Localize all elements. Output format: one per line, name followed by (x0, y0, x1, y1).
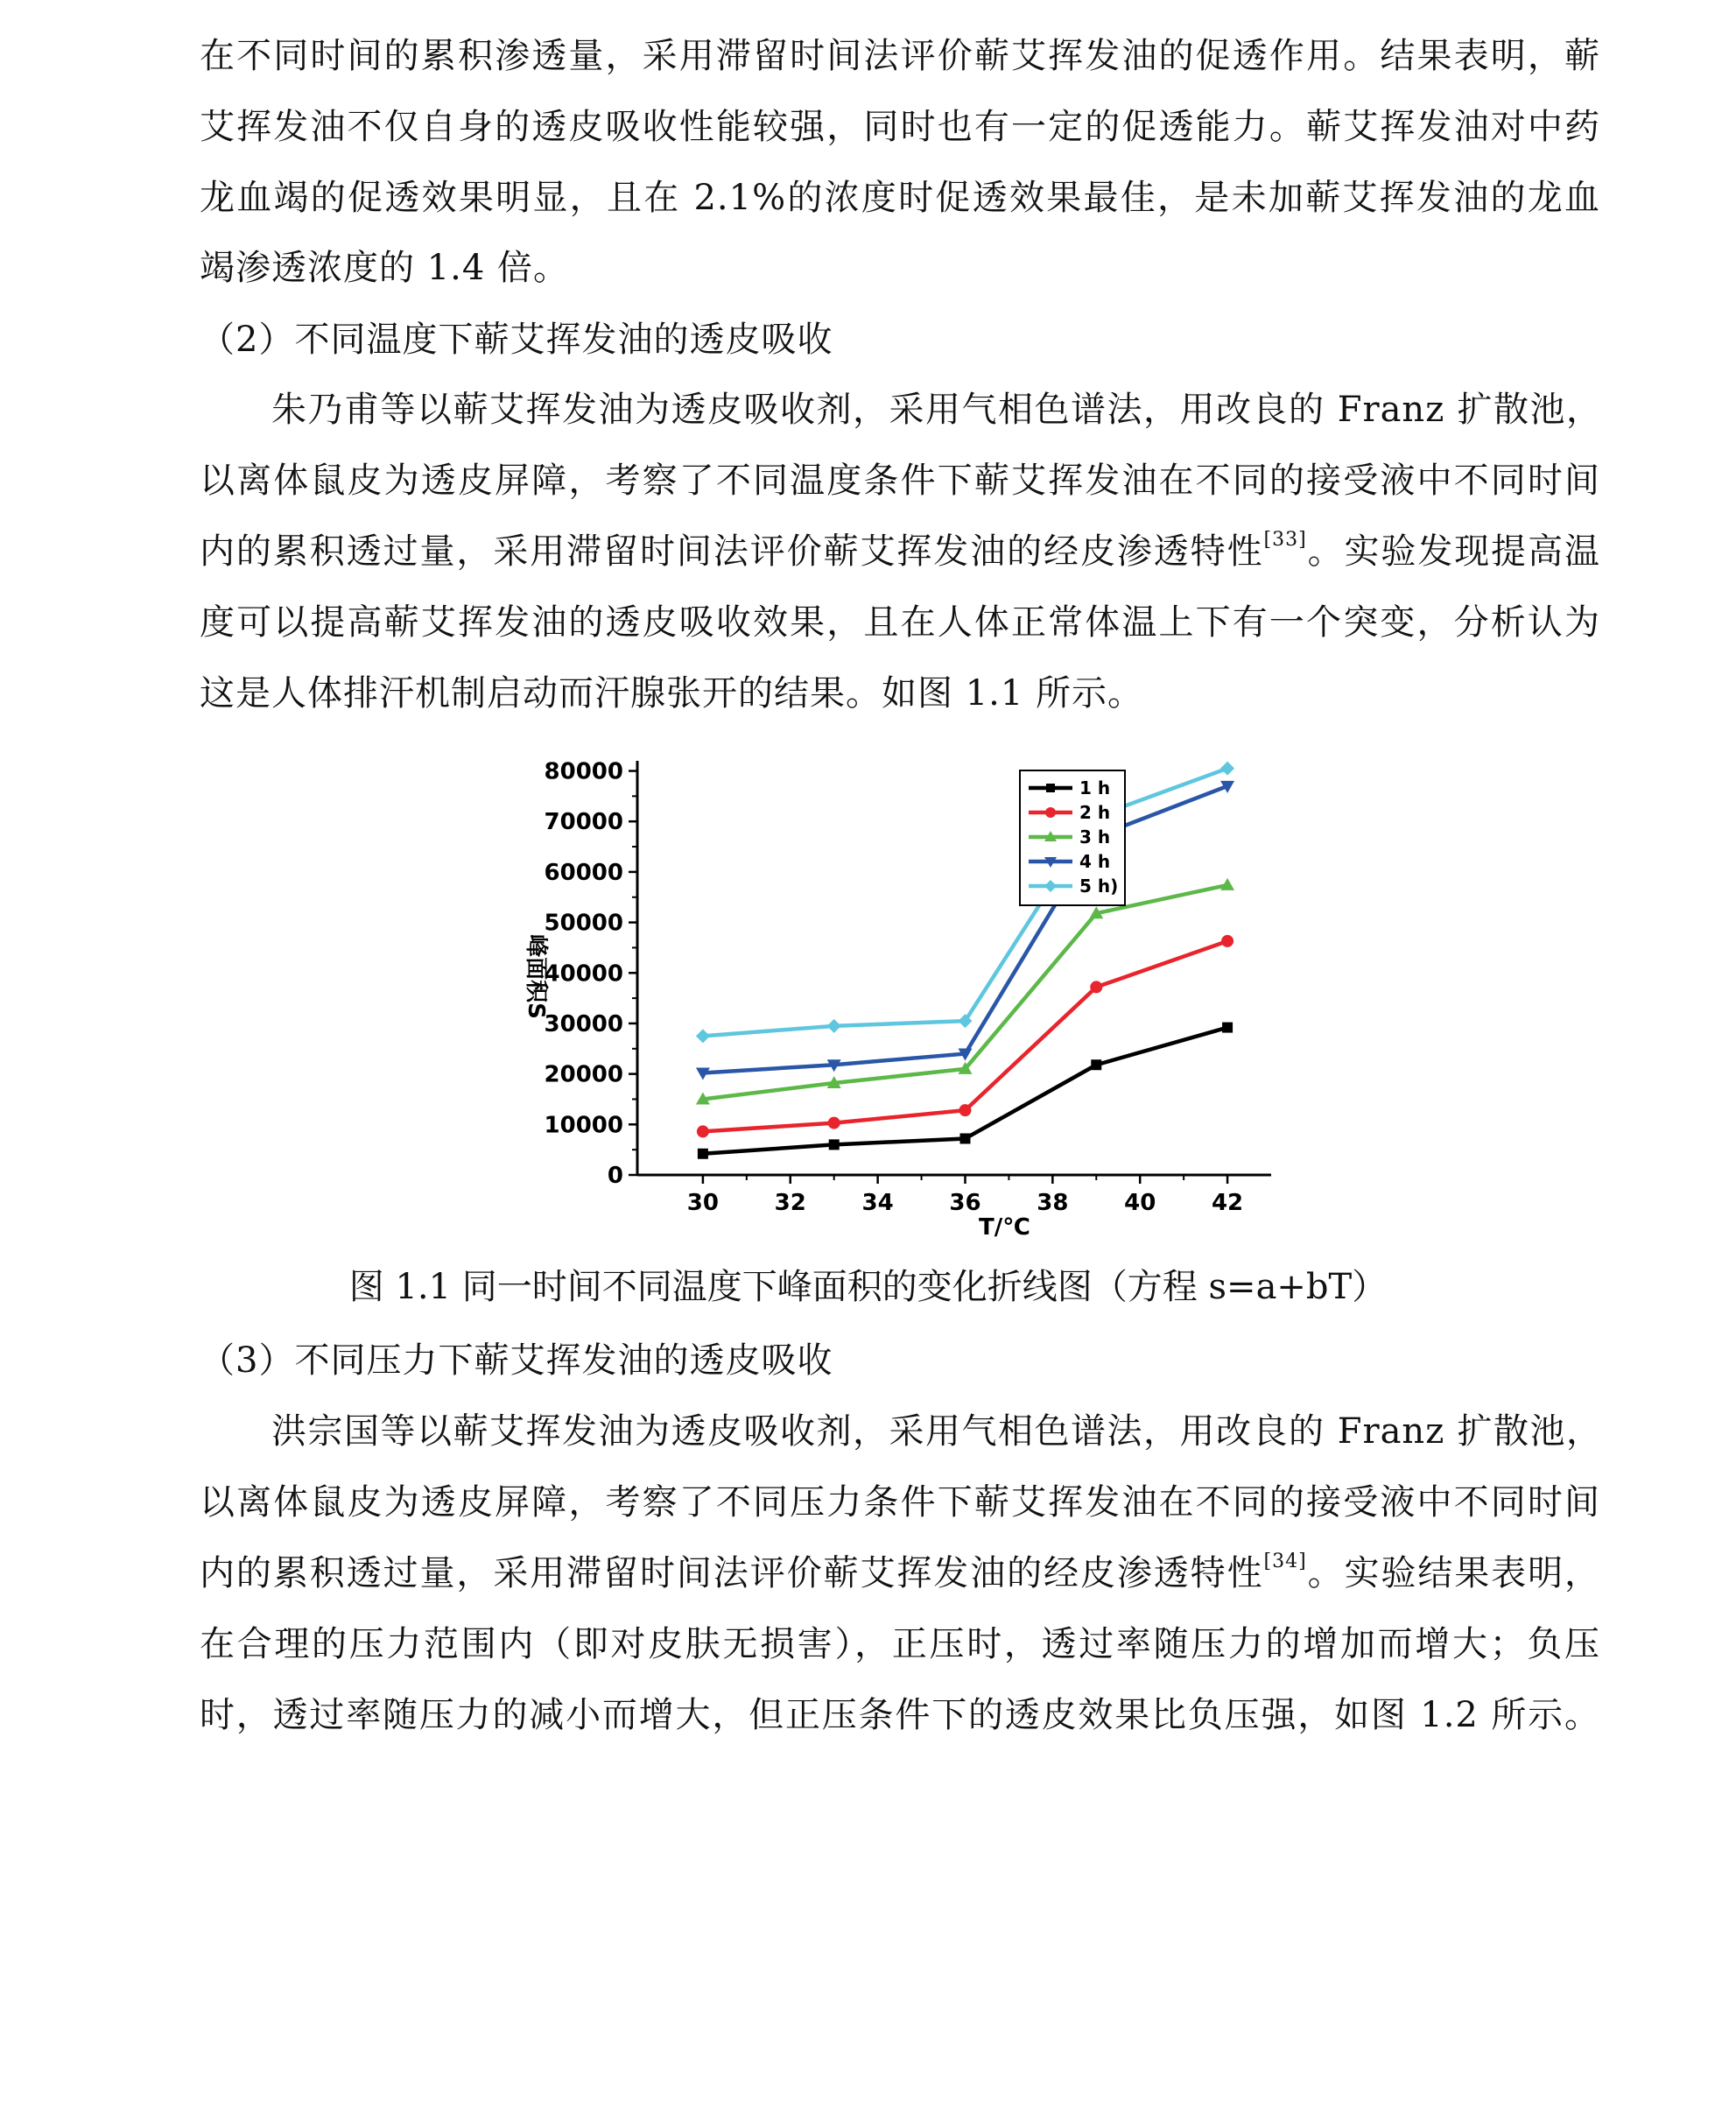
data-point (829, 1139, 840, 1150)
paragraph2-line-with-citation (200, 525, 1600, 578)
paragraph1-line: 龙血竭的促透效果明显，且在 2.1%的浓度时促透效果最佳，是未加蕲艾挥发油的龙血 (200, 178, 1600, 218)
section-heading-3: （3）不同压力下蕲艾挥发油的透皮吸收 (200, 1340, 833, 1381)
data-point (827, 1019, 841, 1033)
data-point (1091, 1059, 1101, 1070)
legend-label: 5 h) (1079, 876, 1119, 897)
data-point (828, 1117, 840, 1129)
citation-ref: [33] (1263, 529, 1307, 551)
y-tick-label: 40000 (544, 960, 623, 988)
figure-1-1 (508, 740, 1278, 1248)
x-axis-label: T/℃ (979, 1214, 1030, 1241)
paragraph2-line: 这是人体排汗机制启动而汗腺张开的结果。如图 1.1 所示。 (200, 673, 1144, 714)
y-axis-label: 峰面积S (523, 934, 549, 1019)
y-tick-label: 80000 (544, 758, 623, 785)
paragraph3-line: 以离体鼠皮为透皮屏障，考察了不同压力条件下蕲艾挥发油在不同的接受液中不同时间 (200, 1482, 1600, 1523)
legend-label: 2 h (1079, 802, 1111, 823)
paragraph2-line-text: 。实验发现提高温 (1306, 531, 1601, 572)
paragraph3-line-with-citation (200, 1547, 1600, 1600)
paragraph3-line-text: 。实验结果表明， (1306, 1553, 1601, 1593)
data-point (959, 1104, 971, 1116)
data-point (1221, 935, 1233, 947)
paragraph2-line-text: 内的累积透过量，采用滞留时间法评价蕲艾挥发油的经皮渗透特性 (200, 531, 1264, 572)
legend-marker (1045, 807, 1056, 818)
legend-label: 4 h (1079, 851, 1111, 872)
x-tick-label: 32 (774, 1190, 806, 1216)
y-tick-label: 30000 (544, 1010, 623, 1037)
paragraph1-line: 在不同时间的累积渗透量，采用滞留时间法评价蕲艾挥发油的促透作用。结果表明，蕲 (200, 36, 1600, 76)
x-tick-label: 40 (1124, 1190, 1156, 1216)
section-heading-2: （2）不同温度下蕲艾挥发油的透皮吸收 (200, 320, 833, 360)
y-tick-label: 20000 (544, 1061, 623, 1088)
legend-marker (1046, 784, 1055, 792)
paragraph2-line: 以离体鼠皮为透皮屏障，考察了不同温度条件下蕲艾挥发油在不同的接受液中不同时间 (200, 461, 1600, 501)
paragraph3-line-text: 内的累积透过量，采用滞留时间法评价蕲艾挥发油的经皮渗透特性 (200, 1553, 1264, 1593)
paragraph3-line: 洪宗国等以蕲艾挥发油为透皮吸收剂，采用气相色谱法，用改良的 Franz 扩散池， (271, 1411, 1602, 1452)
paragraph1-line: 艾挥发油不仅自身的透皮吸收性能较强，同时也有一定的促透能力。蕲艾挥发油对中药 (200, 107, 1600, 147)
x-tick-label: 38 (1037, 1190, 1069, 1216)
line-chart (508, 740, 1278, 1248)
legend-label: 3 h (1079, 826, 1111, 848)
data-point (696, 1029, 710, 1043)
figure-caption: 图 1.1 同一时间不同温度下峰面积的变化折线图（方程 s=a+bT） (348, 1267, 1388, 1307)
x-tick-label: 30 (686, 1190, 719, 1216)
x-tick-label: 36 (949, 1190, 981, 1216)
y-tick-label: 50000 (544, 910, 623, 937)
paragraph2-line: 度可以提高蕲艾挥发油的透皮吸收效果，且在人体正常体温上下有一个突变，分析认为 (200, 602, 1600, 643)
data-point (1222, 1023, 1233, 1033)
legend-label: 1 h (1079, 777, 1111, 798)
y-tick-label: 70000 (544, 809, 623, 836)
data-point (1090, 981, 1102, 993)
paragraph2-line: 朱乃甫等以蕲艾挥发油为透皮吸收剂，采用气相色谱法，用改良的 Franz 扩散池， (271, 390, 1602, 430)
y-tick-label: 60000 (544, 859, 623, 886)
paragraph3-line: 在合理的压力范围内（即对皮肤无损害），正压时，透过率随压力的增加而增大；负压 (200, 1624, 1600, 1664)
series-line (703, 941, 1227, 1131)
x-tick-label: 42 (1211, 1190, 1244, 1216)
paragraph3-line: 时，透过率随压力的减小而增大，但正压条件下的透皮效果比负压强，如图 1.2 所示。 (200, 1695, 1600, 1735)
data-point (698, 1149, 708, 1159)
x-tick-label: 34 (861, 1190, 894, 1216)
data-point (959, 1133, 970, 1143)
y-tick-label: 0 (607, 1163, 623, 1189)
paragraph1-line: 竭渗透浓度的 1.4 倍。 (200, 248, 570, 288)
citation-ref: [34] (1263, 1551, 1307, 1572)
data-point (697, 1125, 709, 1137)
data-point (1220, 762, 1234, 776)
y-tick-label: 10000 (544, 1112, 623, 1139)
